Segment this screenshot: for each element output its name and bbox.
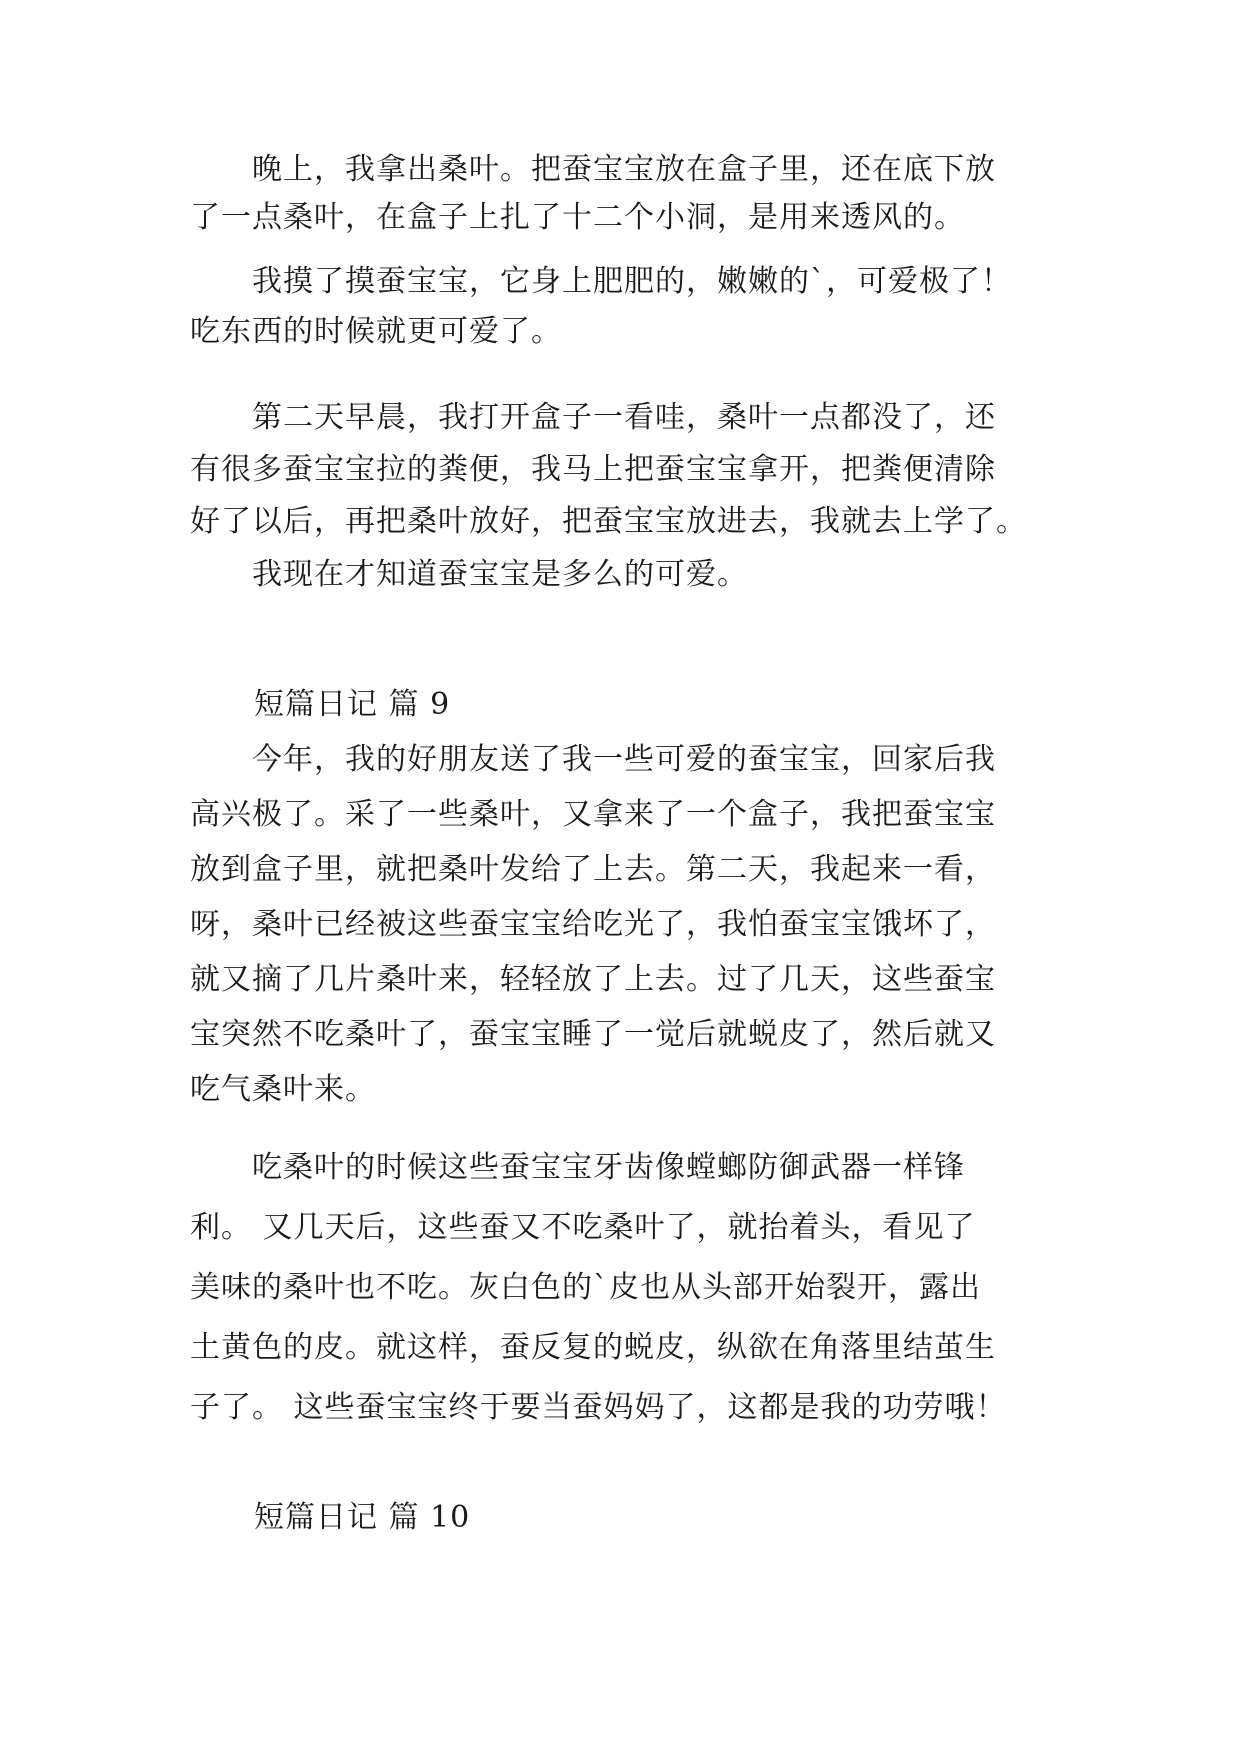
paragraph-line: 高兴极了。采了一些桑叶，又拿来了一个盒子，我把蚕宝宝 (190, 797, 996, 832)
paragraph-line: 放到盒子里，就把桑叶发给了上去。第二天，我起来一看， (190, 852, 996, 887)
paragraph-line: 吃气桑叶来。 (190, 1072, 376, 1107)
paragraph-line: 宝突然不吃桑叶了，蚕宝宝睡了一觉后就蜕皮了，然后就又 (190, 1017, 996, 1052)
paragraph-line: 吃东西的时候就更可爱了。 (190, 314, 562, 349)
paragraph-line: 今年，我的好朋友送了我一些可爱的蚕宝宝，回家后我 (190, 742, 996, 777)
paragraph-line: 土黄色的皮。就这样，蚕反复的蜕皮，纵欲在角落里结茧生 (190, 1330, 996, 1365)
paragraph-line: 子了。 这些蚕宝宝终于要当蚕妈妈了，这都是我的功劳哦！ (190, 1390, 1007, 1425)
paragraph-line: 好了以后，再把桑叶放好，把蚕宝宝放进去，我就去上学了。 (190, 504, 1027, 539)
paragraph-line: 美味的桑叶也不吃。灰白色的`皮也从头部开始裂开，露出 (190, 1270, 981, 1305)
paragraph-line: 晚上，我拿出桑叶。把蚕宝宝放在盒子里，还在底下放 (190, 152, 996, 187)
paragraph-line: 我摸了摸蚕宝宝，它身上肥肥的，嫩嫩的`，可爱极了！ (190, 264, 1012, 299)
paragraph-line: 有很多蚕宝宝拉的粪便，我马上把蚕宝宝拿开，把粪便清除 (190, 452, 996, 487)
paragraph-line: 第二天早晨，我打开盒子一看哇，桑叶一点都没了，还 (190, 400, 996, 435)
paragraph-line: 呀，桑叶已经被这些蚕宝宝给吃光了，我怕蚕宝宝饿坏了， (190, 907, 996, 942)
paragraph-line: 吃桑叶的时候这些蚕宝宝牙齿像螳螂防御武器一样锋 (190, 1150, 965, 1185)
paragraph-line: 就又摘了几片桑叶来，轻轻放了上去。过了几天，这些蚕宝 (190, 962, 996, 997)
paragraph-line: 我现在才知道蚕宝宝是多么的可爱。 (190, 557, 748, 592)
section-heading: 短篇日记 篇 9 (254, 687, 451, 722)
section-heading: 短篇日记 篇 10 (254, 1500, 471, 1535)
paragraph-line: 利。 又几天后，这些蚕又不吃桑叶了，就抬着头，看见了 (190, 1210, 976, 1245)
paragraph-line: 了一点桑叶，在盒子上扎了十二个小洞，是用来透风的。 (190, 200, 965, 235)
